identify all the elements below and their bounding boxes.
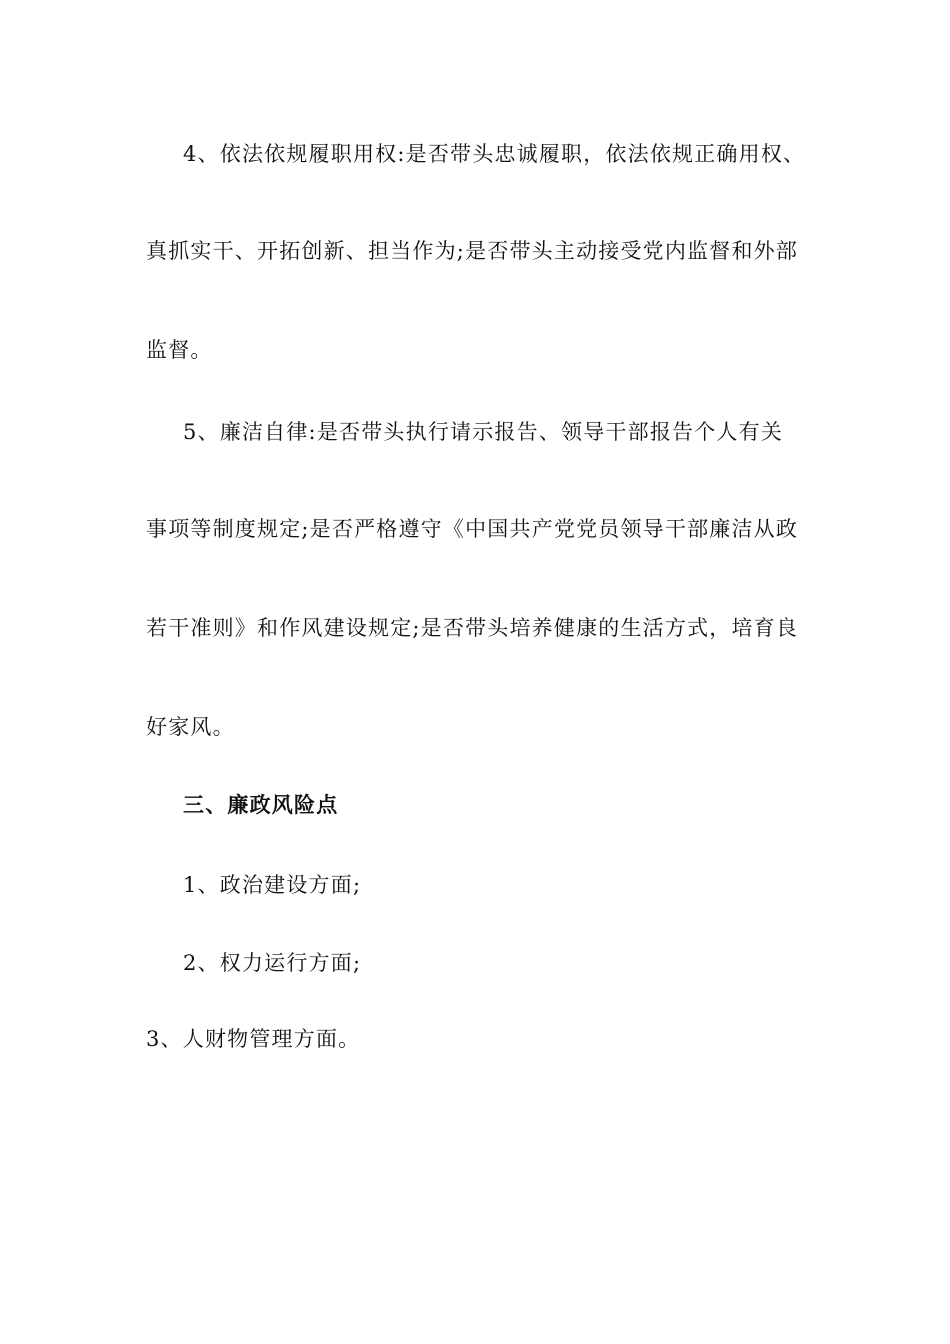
paragraph-4-line-3: 监督。 <box>146 338 213 362</box>
section-3-item-2: 2、权力运行方面; <box>183 951 362 975</box>
paragraph-5-line-3: 若干准则》和作风建设规定;是否带头培养健康的生活方式，培育良 <box>146 616 799 640</box>
paragraph-5-line-4: 好家风。 <box>146 715 235 739</box>
section-3-item-1: 1、政治建设方面; <box>183 873 362 897</box>
paragraph-4-line-1: 4、依法依规履职用权:是否带头忠诚履职，依法依规正确用权、 <box>183 142 806 166</box>
paragraph-5-line-1: 5、廉洁自律:是否带头执行请示报告、领导干部报告个人有关 <box>183 420 784 444</box>
section-3-item-3: 3、人财物管理方面。 <box>146 1027 361 1051</box>
paragraph-5-line-2: 事项等制度规定;是否严格遵守《中国共产党党员领导干部廉洁从政 <box>146 517 799 541</box>
paragraph-4-line-2: 真抓实干、开拓创新、担当作为;是否带头主动接受党内监督和外部 <box>146 239 799 263</box>
section-3-heading: 三、廉政风险点 <box>183 792 339 817</box>
